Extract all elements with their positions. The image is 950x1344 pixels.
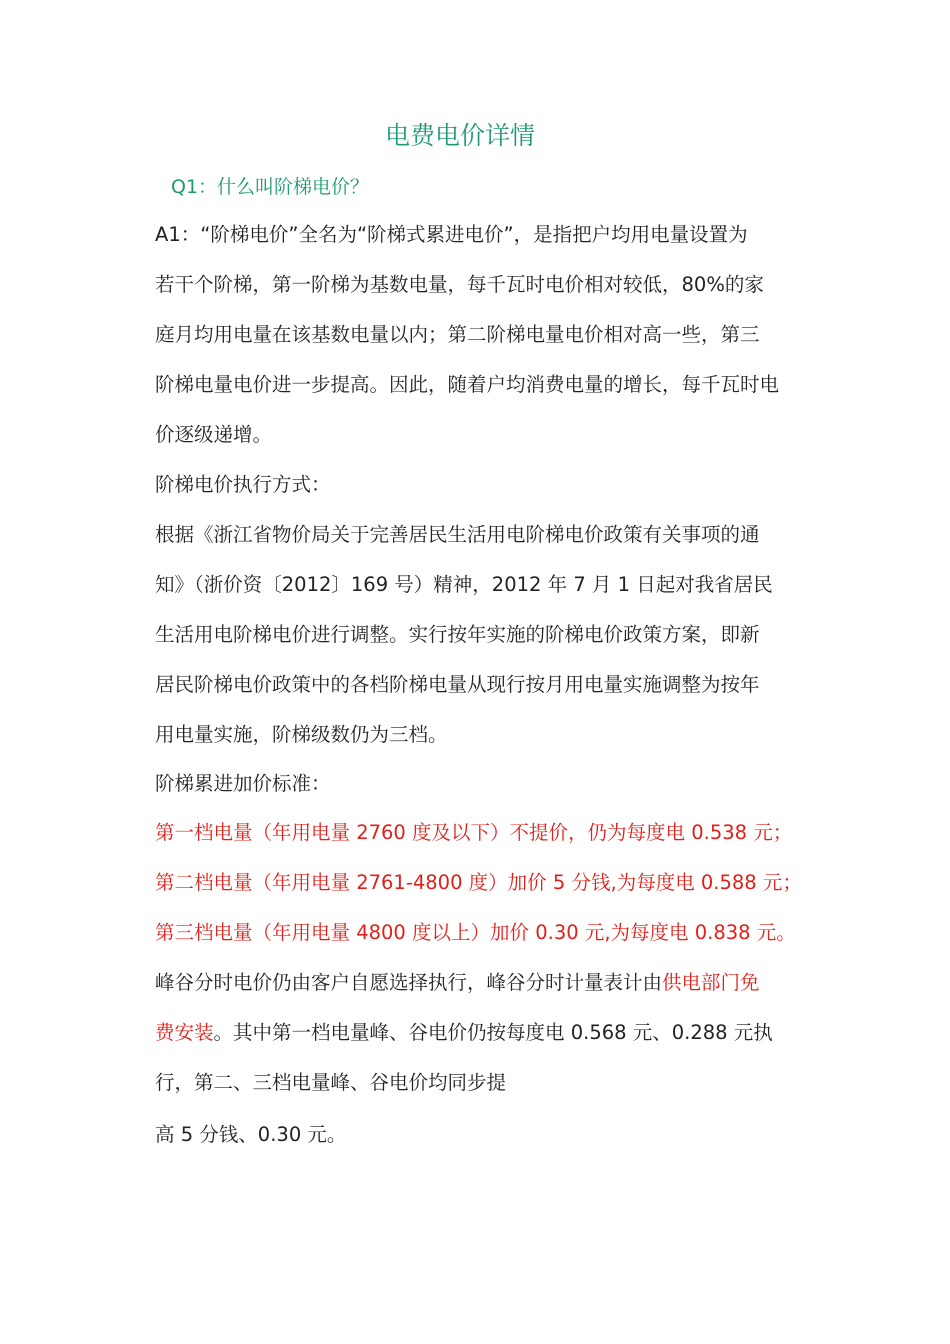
peak-valley-text: 。其中第一档电量峰、谷电价仍按每度电 0.568 元、0.288 元执 bbox=[213, 1021, 773, 1044]
peak-valley-line-2 bbox=[155, 1017, 773, 1049]
method-line: 根据《浙江省物价局关于完善居民生活用电阶梯电价政策有关事项的通 bbox=[155, 523, 760, 546]
tier-1-line: 第一档电量（年用电量 2760 度及以下）不提价，仍为每度电 0.538 元； bbox=[155, 821, 793, 844]
method-line: 知》（浙价资〔2012〕169 号）精神，2012 年 7 月 1 日起对我省居民 bbox=[155, 573, 773, 596]
method-line: 用电量实施，阶梯级数仍为三档。 bbox=[155, 723, 448, 746]
answer-line: 若干个阶梯，第一阶梯为基数电量，每千瓦时电价相对较低，80%的家 bbox=[155, 273, 764, 296]
answer-line: 庭月均用电量在该基数电量以内；第二阶梯电量电价相对高一些，第三 bbox=[155, 323, 760, 346]
peak-valley-line-4: 高 5 分钱、0.30 元。 bbox=[155, 1123, 347, 1146]
answer-line: 价逐级递增。 bbox=[155, 423, 273, 446]
peak-valley-line-1 bbox=[155, 967, 760, 999]
highlight-text: 供电部门免 bbox=[662, 971, 760, 994]
method-heading: 阶梯电价执行方式： bbox=[155, 473, 331, 496]
method-line: 居民阶梯电价政策中的各档阶梯电量从现行按月用电量实施调整为按年 bbox=[155, 673, 760, 696]
answer-line: A1：“阶梯电价”全名为“阶梯式累进电价”，是指把户均用电量设置为 bbox=[155, 223, 748, 246]
question-heading: Q1：什么叫阶梯电价？ bbox=[171, 176, 370, 198]
standard-heading: 阶梯累进加价标准： bbox=[155, 772, 331, 795]
tier-2-line: 第二档电量（年用电量 2761-4800 度）加价 5 分钱,为每度电 0.588 元； bbox=[155, 871, 802, 894]
peak-valley-line-3: 行，第二、三档电量峰、谷电价均同步提 bbox=[155, 1071, 507, 1094]
highlight-text: 费安装 bbox=[155, 1021, 214, 1044]
document-title: 电费电价详情 bbox=[384, 121, 535, 150]
answer-line: 阶梯电量电价进一步提高。因此，随着户均消费电量的增长，每千瓦时电 bbox=[155, 373, 780, 396]
method-line: 生活用电阶梯电价进行调整。实行按年实施的阶梯电价政策方案，即新 bbox=[155, 623, 760, 646]
peak-valley-text: 峰谷分时电价仍由客户自愿选择执行，峰谷分时计量表计由 bbox=[155, 971, 663, 994]
tier-3-line: 第三档电量（年用电量 4800 度以上）加价 0.30 元,为每度电 0.838 元。 bbox=[155, 921, 796, 944]
